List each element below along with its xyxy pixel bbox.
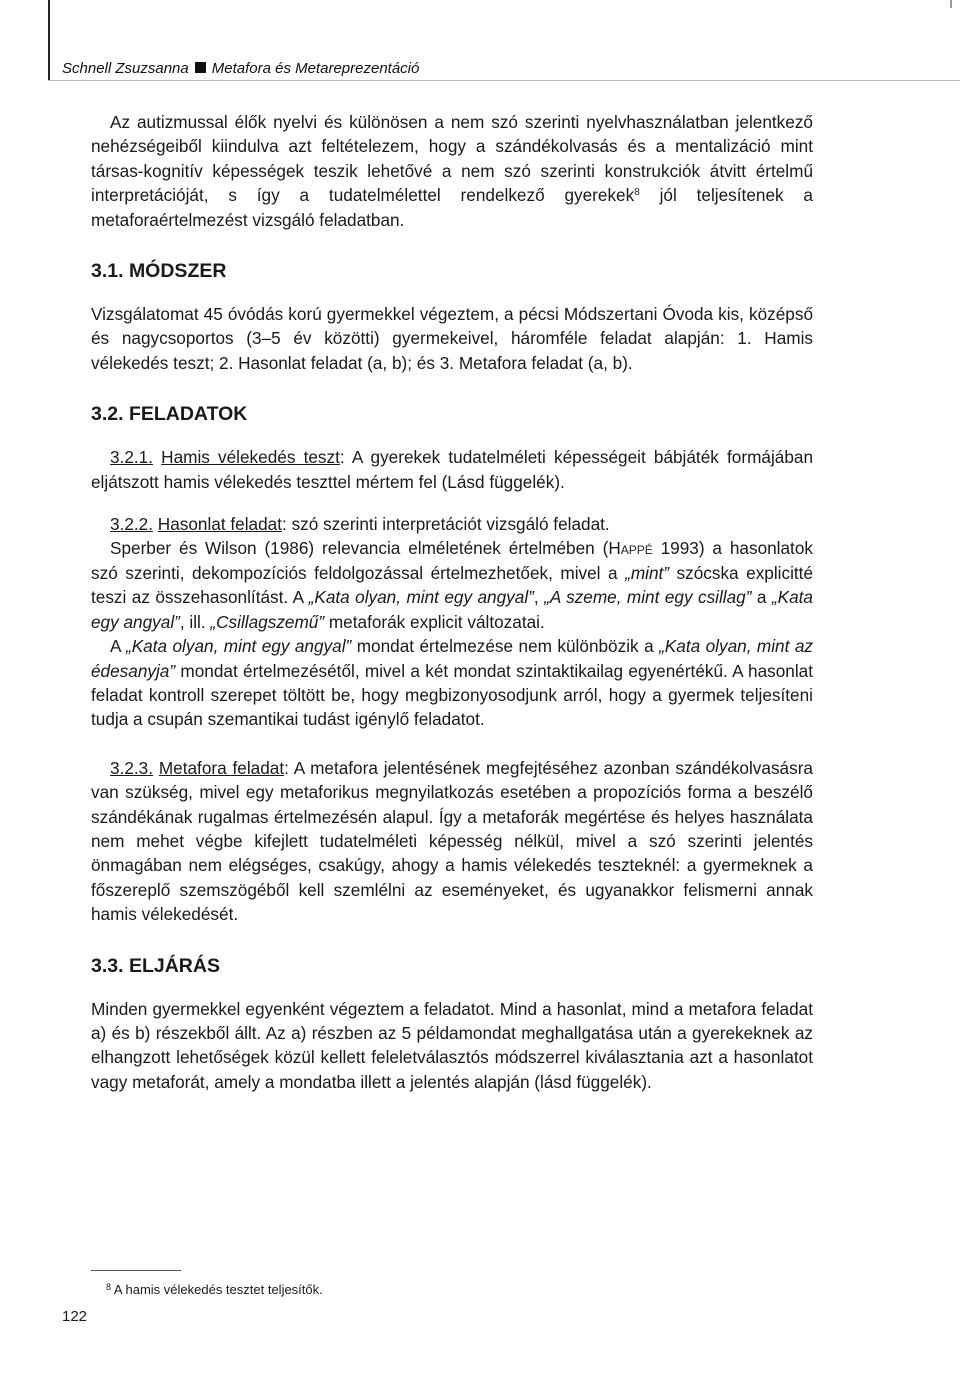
section-heading-tasks: 3.2. FELADATOK xyxy=(91,403,248,426)
page-number: 122 xyxy=(62,1308,88,1325)
task-simile: 3.2.2. Hasonlat feladat: szó szerinti interpretációt vizsgáló feladat. xyxy=(110,514,610,535)
page-content xyxy=(91,110,813,1094)
header-horizontal-rule xyxy=(48,80,960,81)
intro-paragraph: Az autizmussal élők nyelvi és különösen a nem szó szerinti nyelvhasználatban jelentkező nehézségeiből kiindulva azt feltételezem, hogy a szándékolvasás és a mentalizáció mint társas-kognitív képességek teszik lehetővé a nem szó szerinti konstrukciók átvitt értelmű interpretációját, s így a tudatelmélettel rendelkező gyerekek$^8$ jól teljesítenek a metaforaértelmezést vizsgáló feladatban. xyxy=(91,112,813,230)
task-false-belief: 3.2.1. Hamis vélekedés teszt: A gyerekek tudatelméleti képességeit bábjáték formájában eljátszott hamis vélekedés teszttel mértem fel (Lásd függelék). xyxy=(91,447,813,492)
page-corner-mark xyxy=(950,0,952,8)
section-heading-procedure: 3.3. ELJÁRÁS xyxy=(91,954,220,977)
simile-paragraph-2: A „Kata olyan, mint egy angyal” mondat értelmezése nem különbözik a „Kata olyan, mint az édesanyja” mondat értelmezésétől, mivel a két mondat szintaktikailag egyenértékű. A hasonlat feladat kontroll szerepet töltött be, hogy megbizonyosodjunk arról, hogy a gyermek teljesíteni tudja a csupán szemantikai tudást igénylő feladatot. xyxy=(91,636,813,730)
square-bullet-icon xyxy=(195,62,206,73)
header-author: Schnell Zsuzsanna xyxy=(62,60,189,77)
procedure-paragraph: Minden gyermekkel egyenként végeztem a feladatot. Mind a hasonlat, mind a metafora feladat a) és b) részekből állt. Az a) részben az 5 példamondat meghallgatása után a gyerekeknek az elhangzott lehetőségek közül kellett feleletválasztós módszerrel kiválasztania azt a hasonlatot vagy metaforát, amely a mondatba illett a jelentés alapján (lásd függelék). xyxy=(91,998,813,1092)
task-metaphor: 3.2.3. Metafora feladat: A metafora jelentésének megfejtéséhez azonban szándékolvasásra van szükség, mivel egy metaforikus megnyilatkozás esetében a propozíciós forma a beszélő szándékának rugalmas értelmezésén alapul. Így a metaforák megértése és helyes használata nem mehet végbe kifejlett tudatelméleti képesség nélkül, mivel a szó szerinti jelentés önmagában nem elégséges, csakúgy, ahogy a hamis vélekedés teszteknél: a gyermeknek a főszereplő szemszögéből kell szemlélni az eseményeket, és ugyanakkor felismerni annak hamis vélekedését. xyxy=(91,757,813,925)
method-paragraph: Vizsgálatomat 45 óvódás korú gyermekkel végeztem, a pécsi Módszertani Óvoda kis, középső és nagycsoportos (3–5 év közötti) gyermekeivel, háromféle feladat alapján: 1. Hamis vélekedés teszt; 2. Hasonlat feladat (a, b); és 3. Metafora feladat (a, b). xyxy=(91,304,813,373)
header-vertical-rule xyxy=(48,0,50,80)
footnote-rule xyxy=(91,1270,181,1271)
footnote: $^8$ A hamis vélekedés tesztet teljesítők. xyxy=(106,1282,323,1297)
section-heading-method: 3.1. MÓDSZER xyxy=(91,260,227,283)
running-head xyxy=(62,60,419,77)
header-title: Metafora és Metareprezentáció xyxy=(211,60,420,77)
footnote-ref: 8 xyxy=(634,187,640,199)
simile-paragraph-1: Sperber és Wilson (1986) relevancia elméletének értelmében (Happé 1993) a hasonlatok szó szerinti, dekompozíciós feldolgozással értelmezhetőek, mivel a „mint” szócska explicitté teszi az összehasonlítást. A „Kata olyan, mint egy angyal”, „A szeme, mint egy csillag” a „Kata egy angyal”, ill. „Csillagszemű” metaforák explicit változatai. xyxy=(91,538,814,632)
